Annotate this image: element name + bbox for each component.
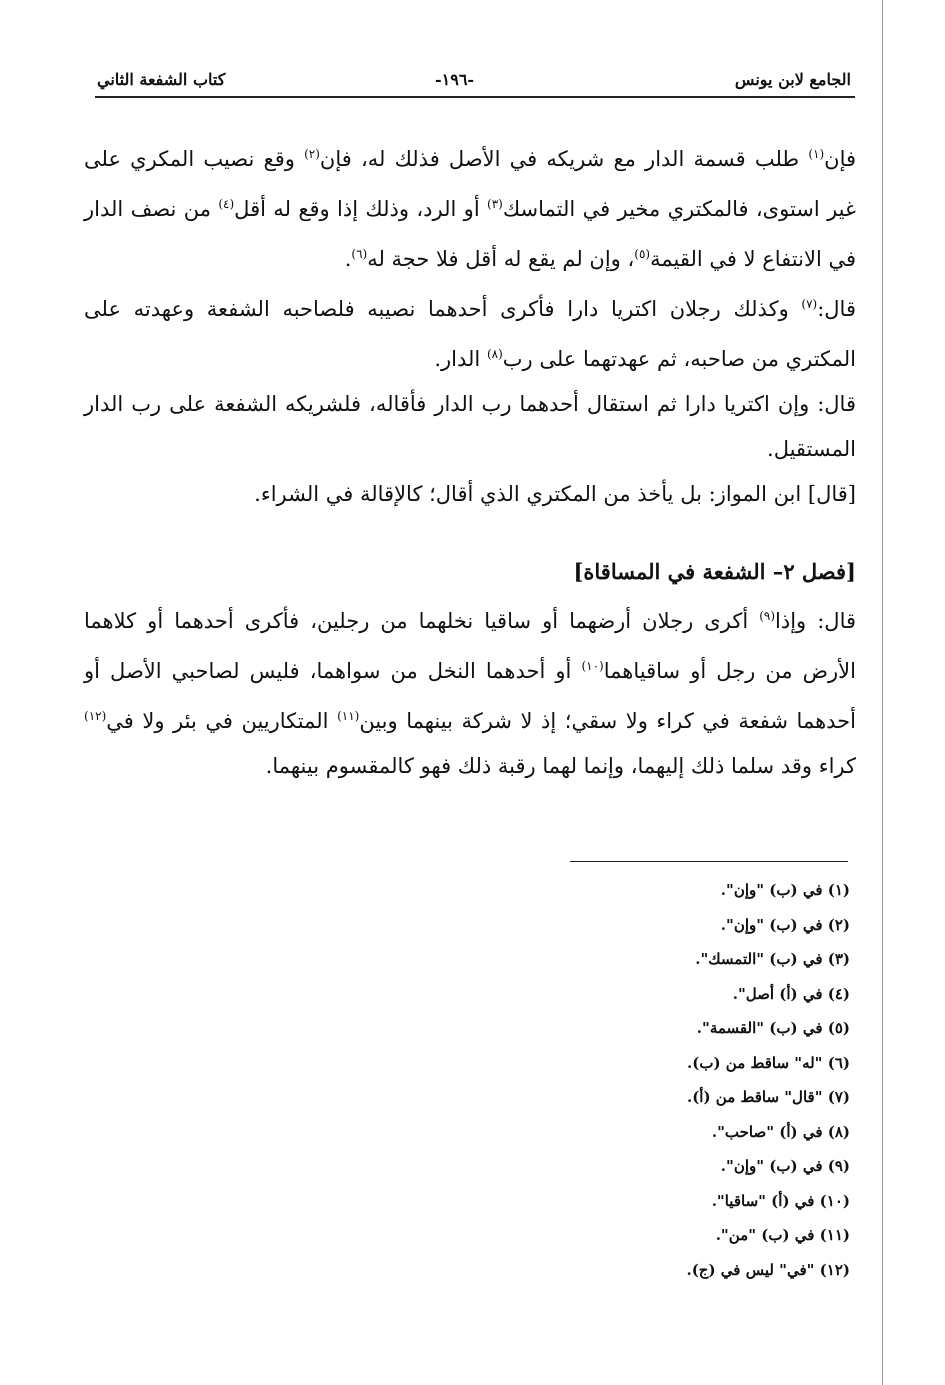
paragraph-5 [84, 594, 856, 789]
text-run: أو الرد، وذلك إذا وقع له أقل [234, 197, 488, 221]
footnote-11: (١١) في (ب) "من". [715, 1226, 850, 1244]
footnote-ref: (٣) [487, 197, 503, 211]
page-number: -١٩٦- [435, 70, 475, 89]
text-run: قال: [817, 297, 856, 321]
paragraph-1 [84, 132, 856, 282]
footnote-ref: (١١) [337, 709, 360, 723]
footnote-ref: (٨) [486, 347, 503, 361]
paragraph-3: قال: وإن اكتريا دارا ثم استقال أحدهما رب الدار فأقاله، فلشريكه الشفعة على رب الدار المستقيل. [84, 392, 856, 461]
text-run: المتكاريين في بئر ولا في [106, 709, 338, 733]
text-run: قال: وإذا [775, 609, 857, 633]
footnote-1: (١) في (ب) "وإن". [720, 881, 850, 899]
footnote-2: (٢) في (ب) "وإن". [720, 915, 850, 934]
footnote-6: (٦) "له" ساقط من (ب). [687, 1053, 850, 1072]
footnote-9: (٩) في (ب) "وإن". [720, 1157, 850, 1175]
footnotes [540, 873, 850, 1287]
page-edge-line [882, 0, 883, 1385]
footnote-ref: (٩) [759, 609, 776, 623]
text-run: من نصف الدار في الانتفاع لا في القيمة [84, 197, 856, 271]
footnote-ref: (٦) [351, 247, 368, 261]
text-run: أكرى رجلان أرضهما أو ساقيا نخلهما من رجلين، فأكرى أحدهما أو كلاهما الأرض من رجل أو ساقياهما [84, 609, 856, 683]
text-run: فإن [824, 147, 856, 171]
text-run: كراء وقد سلما ذلك إليهما، وإنما لهما رقبة ذلك فهو كالمقسوم بينهما. [265, 754, 856, 778]
footnote-separator [570, 861, 848, 862]
running-header [95, 66, 855, 98]
footnote-10: (١٠) في (أ) "ساقيا". [711, 1191, 850, 1210]
text-run: أو أحدهما النخل من سواهما، فليس لصاحبي الأصل أو أحدهما شفعة في كراء ولا سقي؛ إذ لا شركة بينهما وبين [84, 659, 856, 733]
main-text [84, 132, 856, 789]
text-run: . [344, 247, 352, 271]
footnote-5: (٥) في (ب) "القسمة". [696, 1019, 850, 1037]
footnote-ref: (٢) [304, 147, 320, 161]
text-run: وكذلك رجلان اكتريا دارا فأكرى أحدهما نصيبه فلصاحبه الشفعة وعهدته على المكتري من صاحبه، ثم عهدتهما على رب [84, 297, 856, 371]
text-run: طلب قسمة الدار مع شريكه في الأصل فذلك له، فإن [319, 147, 809, 171]
footnote-3: (٣) في (ب) "التمسك". [695, 950, 850, 968]
header-book-title: الجامع لابن يونس [734, 70, 851, 89]
footnote-ref: (١٠) [581, 659, 604, 673]
footnote-4: (٤) في (أ) أصل". [732, 984, 850, 1003]
paragraph-2 [84, 282, 856, 382]
footnote-ref: (١٢) [84, 709, 107, 723]
footnote-ref: (١) [808, 147, 825, 161]
footnote-7: (٧) "قال" ساقط من (أ). [686, 1088, 850, 1106]
footnote-ref: (٧) [801, 297, 818, 311]
section-heading: [فصل ٢– الشفعة في المساقاة] [573, 559, 856, 584]
text-run: الدار. [434, 347, 487, 371]
footnote-12: (١٢) "في" ليس في (ج). [686, 1260, 850, 1279]
footnote-8: (٨) في (أ) "صاحب". [711, 1122, 850, 1141]
text-run: وقع نصيب المكري على غير استوى، فالمكتري مخير في التماسك [84, 147, 856, 221]
footnote-ref: (٥) [634, 247, 651, 261]
text-run: ، وإن لم يقع له أقل فلا حجة له [367, 247, 635, 271]
header-chapter-title: كتاب الشفعة الثاني [97, 70, 226, 89]
footnote-ref: (٤) [218, 197, 235, 211]
paragraph-4: [قال] ابن المواز: بل يأخذ من المكتري الذي أقال؛ كالإقالة في الشراء. [254, 482, 856, 506]
